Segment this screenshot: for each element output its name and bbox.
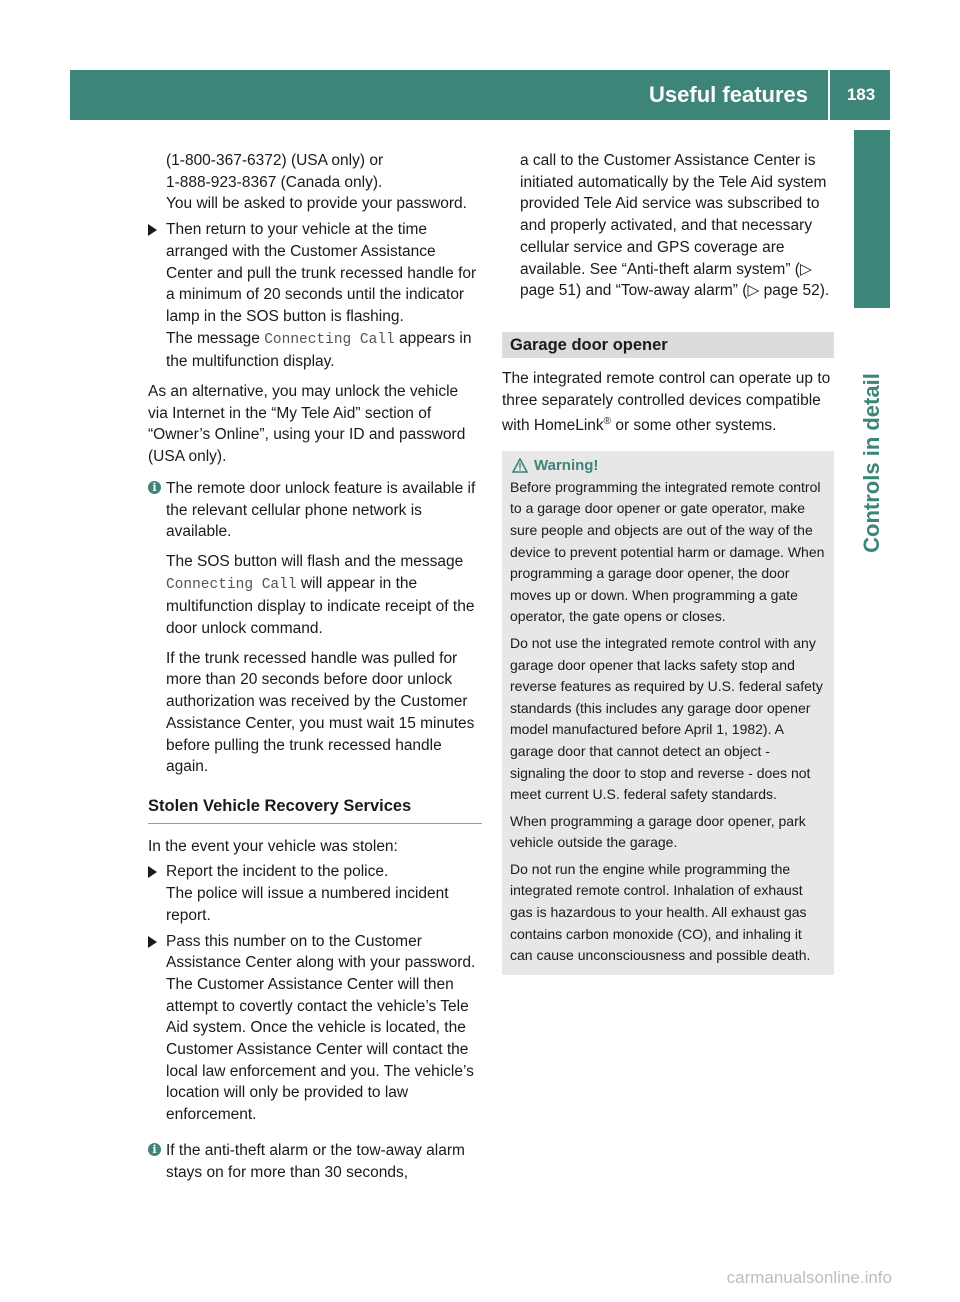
info-icon: i [148, 481, 161, 494]
section-heading-garage: Garage door opener [502, 332, 834, 358]
garage-intro: The integrated remote control can operate up to three separately controlled devices compatible with HomeLink® or some other systems. [502, 369, 831, 435]
info-text: If the anti-theft alarm or the tow-away alarm stays on for more than 30 seconds, [166, 1141, 465, 1181]
page-header [70, 70, 890, 120]
display-message: Connecting Call [264, 331, 395, 348]
warning-text: Do not use the integrated remote control with any garage door opener that lacks safety stop and reverse features as required by U.S. federal safety standards (this includes any garage door opener model manufactured before April 1, 1982). A garage door that cannot detect an object - signaling the door to stop and reverse - does not meet current U.S. federal safety standards. [510, 634, 823, 803]
right-column [502, 150, 834, 975]
warning-triangle-icon [512, 458, 528, 473]
step-text: Pass this number on to the Customer Assistance Center along with your password. [166, 932, 476, 972]
step-pass-number [148, 931, 482, 1126]
info-note-remote-unlock [148, 478, 482, 778]
step-arrow-icon [148, 866, 157, 878]
step-result: The police will issue a numbered incident report. [166, 885, 449, 924]
warning-text: Do not run the engine while programming the integrated remote control. Inhalation of exhaust gas is hazardous to your health. All exhaust gas contains carbon monoxide (CO), and inhaling it can cause unconsciousness and possible death. [510, 860, 811, 964]
continued-paragraph: a call to the Customer Assistance Center is initiated automatically by the Tele Aid system provided Tele Aid service was subscribed to and properly activated, and that necessary cellular service and GPS coverage are available. See “Anti-theft alarm system” (▷ page 51) and “Tow-away alarm” (▷ page 52). [520, 152, 830, 300]
footer-watermark: carmanualsonline.info [726, 1268, 892, 1287]
display-message: Connecting Call [166, 576, 297, 593]
page-number: 183 [846, 85, 876, 104]
warning-heading [510, 455, 826, 477]
alternative-paragraph: As an alternative, you may unlock the vehicle via Internet in the “My Tele Aid” section of “Owner’s Online”, using your ID and password (USA only). [148, 383, 466, 466]
warning-text: Before programming the integrated remote control to a garage door opener or gate operator, make sure people and objects are out of the way of the device to prevent potential harm or damage. When programming a garage door opener, the door moves up or down. When programming a gate operator, the gate opens or closes. [510, 478, 825, 625]
step-arrow-icon [148, 936, 157, 948]
step-result: The Customer Assistance Center will then attempt to covertly contact the vehicle’s Tele Aid system. Once the vehicle is located, the Customer Assistance Center will contact the local law enforcement and you. The vehicle’s location will only be provided to law enforcement. [166, 975, 474, 1124]
info-icon: i [148, 1143, 161, 1156]
intro-paragraph [148, 150, 482, 215]
info-note-alarm [148, 1140, 482, 1183]
info-text: The SOS button will flash and the message Connecting Call will appear in the multifunction display to indicate receipt of the door unlock command. [166, 552, 475, 638]
password-note: You will be asked to provide your password. [166, 195, 467, 213]
step-result: The message Connecting Call appears in the multifunction display. [166, 329, 472, 371]
phone-usa: (1-800-367-6372) (USA only) or [166, 152, 384, 169]
step-arrow-icon [148, 224, 157, 236]
heading-stolen-vehicle: Stolen Vehicle Recovery Services [148, 796, 482, 824]
step-text: Then return to your vehicle at the time arranged with the Customer Assistance Center and pull the trunk recessed handle for a minimum of 20 seconds until the indicator lamp in the SOS button is flashing. [166, 221, 477, 325]
header-separator [828, 70, 830, 120]
step-return-vehicle [148, 219, 482, 373]
warning-text: When programming a garage door opener, park vehicle outside the garage. [510, 812, 806, 851]
page-reference-link[interactable]: ▷ page 52 [747, 282, 820, 300]
warning-box [502, 451, 834, 975]
page-reference-link[interactable]: ▷ page 51 [520, 260, 812, 300]
left-column [148, 150, 482, 1183]
info-text: The remote door unlock feature is available if the relevant cellular phone network is available. [166, 479, 476, 541]
phone-canada: 1-888-923-8367 (Canada only). [166, 173, 383, 191]
step-text: Report the incident to the police. [166, 863, 389, 881]
side-tab-label [854, 318, 890, 608]
side-tab-text: Controls in detail [859, 373, 884, 553]
stolen-intro: In the event your vehicle was stolen: [148, 837, 398, 855]
side-tab-marker [854, 130, 890, 308]
info-text: If the trunk recessed handle was pulled for more than 20 seconds before door unlock authorization was received by the Customer Assistance Center, you must wait 15 minutes before pulling the trunk recessed handle again. [166, 649, 475, 776]
step-report-police [148, 861, 482, 926]
header-title: Useful features [649, 82, 808, 107]
warning-title: Warning! [534, 457, 599, 475]
